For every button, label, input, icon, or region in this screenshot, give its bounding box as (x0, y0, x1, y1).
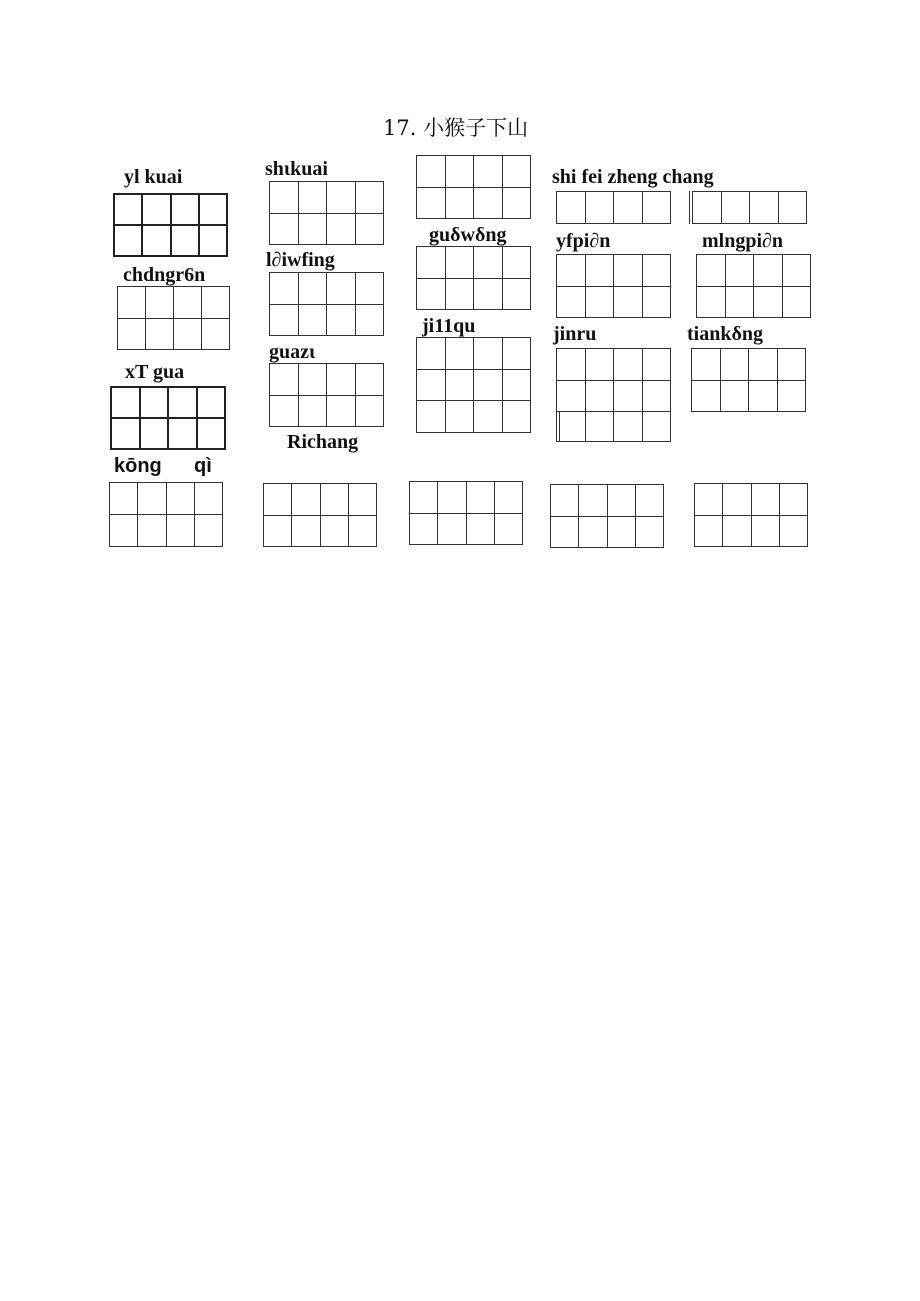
grid-cell[interactable] (299, 182, 328, 214)
grid-cell[interactable] (174, 319, 202, 351)
writing-grid[interactable] (269, 272, 384, 336)
grid-cell[interactable] (446, 338, 475, 370)
grid-cell[interactable] (264, 484, 292, 516)
writing-grid-partial[interactable] (556, 411, 671, 442)
grid-cell[interactable] (474, 188, 503, 220)
grid-cell[interactable] (138, 483, 166, 515)
grid-cell[interactable] (299, 273, 328, 305)
grid-cell[interactable] (723, 484, 751, 516)
grid-cell[interactable] (721, 349, 750, 381)
grid-cell[interactable] (557, 411, 586, 442)
writing-grid-single-row[interactable] (692, 191, 807, 224)
grid-cell[interactable] (551, 485, 579, 517)
grid-cell[interactable] (446, 400, 475, 433)
writing-grid[interactable] (416, 337, 531, 401)
grid-cell[interactable] (579, 485, 607, 517)
pinyin-label: Richang (287, 431, 359, 453)
grid-cell[interactable] (503, 370, 532, 402)
pinyin-label: guδwδng (429, 224, 507, 246)
grid-cell[interactable] (643, 287, 672, 319)
grid-cell[interactable] (608, 517, 636, 549)
grid-cell[interactable] (172, 195, 200, 226)
grid-cell[interactable] (495, 482, 523, 514)
grid-cell[interactable] (557, 381, 586, 413)
grid-cell[interactable] (270, 182, 299, 214)
grid-cell[interactable] (726, 255, 755, 287)
grid-cell[interactable] (174, 287, 202, 319)
grid-cell[interactable] (697, 255, 726, 287)
grid-cell[interactable] (327, 214, 356, 246)
grid-cell[interactable] (321, 516, 349, 548)
writing-grid[interactable] (117, 286, 230, 350)
grid-cell[interactable] (446, 370, 475, 402)
grid-cell[interactable] (417, 247, 446, 279)
grid-cell[interactable] (138, 515, 166, 547)
grid-cell[interactable] (474, 338, 503, 370)
grid-cell[interactable] (270, 305, 299, 337)
grid-cell[interactable] (636, 517, 664, 549)
grid-cell[interactable] (586, 192, 615, 224)
writing-grid-single-row[interactable] (556, 191, 671, 224)
grid-cell[interactable] (195, 483, 223, 515)
grid-cell[interactable] (778, 349, 807, 381)
grid-cell[interactable] (643, 381, 672, 413)
grid-cell[interactable] (110, 515, 138, 547)
grid-cell[interactable] (697, 287, 726, 319)
grid-cell[interactable] (410, 514, 438, 546)
writing-grid-partial[interactable] (416, 400, 531, 433)
grid-cell[interactable] (327, 273, 356, 305)
pinyin-label: chdngr6n (123, 264, 206, 286)
grid-edge-line (559, 411, 560, 442)
grid-cell[interactable] (169, 388, 198, 419)
grid-cell[interactable] (146, 287, 174, 319)
grid-cell[interactable] (779, 192, 808, 224)
grid-cell[interactable] (495, 514, 523, 546)
grid-cell[interactable] (446, 156, 475, 188)
grid-cell[interactable] (349, 484, 377, 516)
writing-grid[interactable] (694, 483, 808, 547)
pinyin-label: l∂iwfing (266, 249, 335, 271)
grid-cell[interactable] (586, 349, 615, 381)
grid-cell[interactable] (783, 287, 812, 319)
pinyin-label: qì (194, 455, 212, 477)
writing-grid[interactable] (109, 482, 223, 547)
pinyin-label: ji11qu (422, 315, 476, 337)
grid-cell[interactable] (417, 188, 446, 220)
pinyin-label: kōng (114, 455, 162, 477)
grid-cell[interactable] (692, 381, 721, 413)
grid-cell[interactable] (695, 484, 723, 516)
grid-cell[interactable] (356, 305, 385, 337)
grid-cell[interactable] (474, 370, 503, 402)
grid-cell[interactable] (417, 370, 446, 402)
grid-cell[interactable] (557, 349, 586, 381)
grid-cell[interactable] (614, 287, 643, 319)
grid-cell[interactable] (446, 247, 475, 279)
grid-cell[interactable] (749, 381, 778, 413)
grid-cell[interactable] (270, 364, 299, 396)
pinyin-label: shιkuai (265, 158, 328, 180)
grid-cell[interactable] (614, 349, 643, 381)
grid-cell[interactable] (143, 226, 171, 257)
grid-cell[interactable] (270, 396, 299, 428)
grid-cell[interactable] (643, 192, 672, 224)
grid-cell[interactable] (695, 516, 723, 548)
grid-cell[interactable] (356, 364, 385, 396)
grid-cell[interactable] (503, 156, 532, 188)
grid-cell[interactable] (167, 483, 195, 515)
grid-cell[interactable] (692, 349, 721, 381)
grid-cell[interactable] (143, 195, 171, 226)
grid-cell[interactable] (474, 247, 503, 279)
grid-cell[interactable] (608, 485, 636, 517)
grid-cell[interactable] (438, 514, 466, 546)
pinyin-label: guazι (269, 341, 316, 363)
grid-cell[interactable] (410, 482, 438, 514)
grid-cell[interactable] (557, 192, 586, 224)
grid-cell[interactable] (356, 214, 385, 246)
grid-cell[interactable] (327, 182, 356, 214)
grid-cell[interactable] (467, 482, 495, 514)
page-title: 17. 小猴子下山 (383, 116, 529, 140)
writing-grid[interactable] (113, 193, 228, 257)
writing-grid[interactable] (691, 348, 806, 412)
grid-cell[interactable] (579, 517, 607, 549)
writing-grid[interactable] (416, 246, 531, 310)
writing-grid[interactable] (556, 254, 671, 318)
grid-cell[interactable] (749, 349, 778, 381)
pinyin-label: yl kuai (124, 166, 183, 188)
grid-cell[interactable] (141, 388, 170, 419)
writing-grid[interactable] (269, 363, 384, 427)
grid-cell[interactable] (118, 287, 146, 319)
grid-cell[interactable] (417, 400, 446, 433)
grid-cell[interactable] (721, 381, 750, 413)
grid-cell[interactable] (754, 255, 783, 287)
grid-cell[interactable] (474, 400, 503, 433)
grid-edge-line (689, 191, 690, 224)
grid-cell[interactable] (636, 485, 664, 517)
writing-grid[interactable] (556, 348, 671, 412)
grid-cell[interactable] (115, 195, 143, 226)
grid-cell[interactable] (503, 188, 532, 220)
writing-grid[interactable] (269, 181, 384, 245)
grid-cell[interactable] (643, 411, 672, 442)
grid-cell[interactable] (503, 400, 532, 433)
grid-cell[interactable] (264, 516, 292, 548)
grid-cell[interactable] (356, 182, 385, 214)
grid-cell[interactable] (446, 279, 475, 311)
grid-cell[interactable] (614, 255, 643, 287)
grid-cell[interactable] (750, 192, 779, 224)
grid-cell[interactable] (752, 484, 780, 516)
grid-cell[interactable] (723, 516, 751, 548)
grid-cell[interactable] (754, 287, 783, 319)
grid-cell[interactable] (614, 411, 643, 442)
grid-cell[interactable] (474, 279, 503, 311)
pinyin-label: mlngpi∂n (702, 230, 784, 252)
writing-grid[interactable] (550, 484, 664, 548)
grid-cell[interactable] (172, 226, 200, 257)
writing-grid[interactable] (416, 155, 531, 219)
grid-cell[interactable] (752, 516, 780, 548)
writing-grid[interactable] (409, 481, 523, 545)
grid-cell[interactable] (722, 192, 751, 224)
writing-grid[interactable] (263, 483, 377, 547)
grid-cell[interactable] (198, 419, 227, 450)
grid-cell[interactable] (292, 516, 320, 548)
grid-cell[interactable] (438, 482, 466, 514)
writing-grid[interactable] (110, 386, 226, 450)
grid-cell[interactable] (586, 287, 615, 319)
grid-cell[interactable] (417, 279, 446, 311)
grid-cell[interactable] (169, 419, 198, 450)
grid-cell[interactable] (557, 255, 586, 287)
grid-cell[interactable] (200, 195, 228, 226)
grid-cell[interactable] (200, 226, 228, 257)
pinyin-label: shi fei zheng chang (552, 166, 714, 188)
grid-cell[interactable] (643, 349, 672, 381)
grid-cell[interactable] (327, 396, 356, 428)
grid-cell[interactable] (146, 319, 174, 351)
pinyin-label: xT gua (125, 361, 185, 383)
grid-cell[interactable] (195, 515, 223, 547)
grid-cell[interactable] (321, 484, 349, 516)
grid-cell[interactable] (780, 516, 808, 548)
grid-cell[interactable] (327, 364, 356, 396)
grid-cell[interactable] (141, 419, 170, 450)
grid-cell[interactable] (115, 226, 143, 257)
grid-cell[interactable] (614, 192, 643, 224)
grid-cell[interactable] (356, 273, 385, 305)
grid-cell[interactable] (503, 247, 532, 279)
grid-cell[interactable] (780, 484, 808, 516)
grid-cell[interactable] (551, 517, 579, 549)
pinyin-label: tiankδng (687, 323, 763, 345)
pinyin-label: jinru (553, 323, 597, 345)
grid-cell[interactable] (299, 396, 328, 428)
grid-cell[interactable] (778, 381, 807, 413)
grid-cell[interactable] (586, 381, 615, 413)
grid-cell[interactable] (118, 319, 146, 351)
grid-cell[interactable] (327, 305, 356, 337)
grid-cell[interactable] (110, 483, 138, 515)
writing-grid[interactable] (696, 254, 811, 318)
grid-cell[interactable] (557, 287, 586, 319)
grid-cell[interactable] (198, 388, 227, 419)
grid-cell[interactable] (643, 255, 672, 287)
grid-cell[interactable] (503, 279, 532, 311)
grid-cell[interactable] (503, 338, 532, 370)
grid-cell[interactable] (586, 255, 615, 287)
grid-cell[interactable] (417, 156, 446, 188)
grid-cell[interactable] (299, 305, 328, 337)
grid-cell[interactable] (349, 516, 377, 548)
grid-cell[interactable] (586, 411, 615, 442)
grid-cell[interactable] (693, 192, 722, 224)
grid-cell[interactable] (467, 514, 495, 546)
grid-cell[interactable] (202, 319, 230, 351)
grid-cell[interactable] (299, 364, 328, 396)
grid-cell[interactable] (299, 214, 328, 246)
grid-cell[interactable] (614, 381, 643, 413)
grid-cell[interactable] (202, 287, 230, 319)
grid-cell[interactable] (446, 188, 475, 220)
grid-cell[interactable] (167, 515, 195, 547)
pinyin-label: yfpi∂n (556, 230, 611, 252)
grid-cell[interactable] (726, 287, 755, 319)
grid-cell[interactable] (112, 388, 141, 419)
grid-cell[interactable] (356, 396, 385, 428)
grid-cell[interactable] (292, 484, 320, 516)
grid-cell[interactable] (783, 255, 812, 287)
grid-cell[interactable] (112, 419, 141, 450)
grid-cell[interactable] (417, 338, 446, 370)
grid-cell[interactable] (270, 214, 299, 246)
grid-cell[interactable] (474, 156, 503, 188)
grid-cell[interactable] (270, 273, 299, 305)
